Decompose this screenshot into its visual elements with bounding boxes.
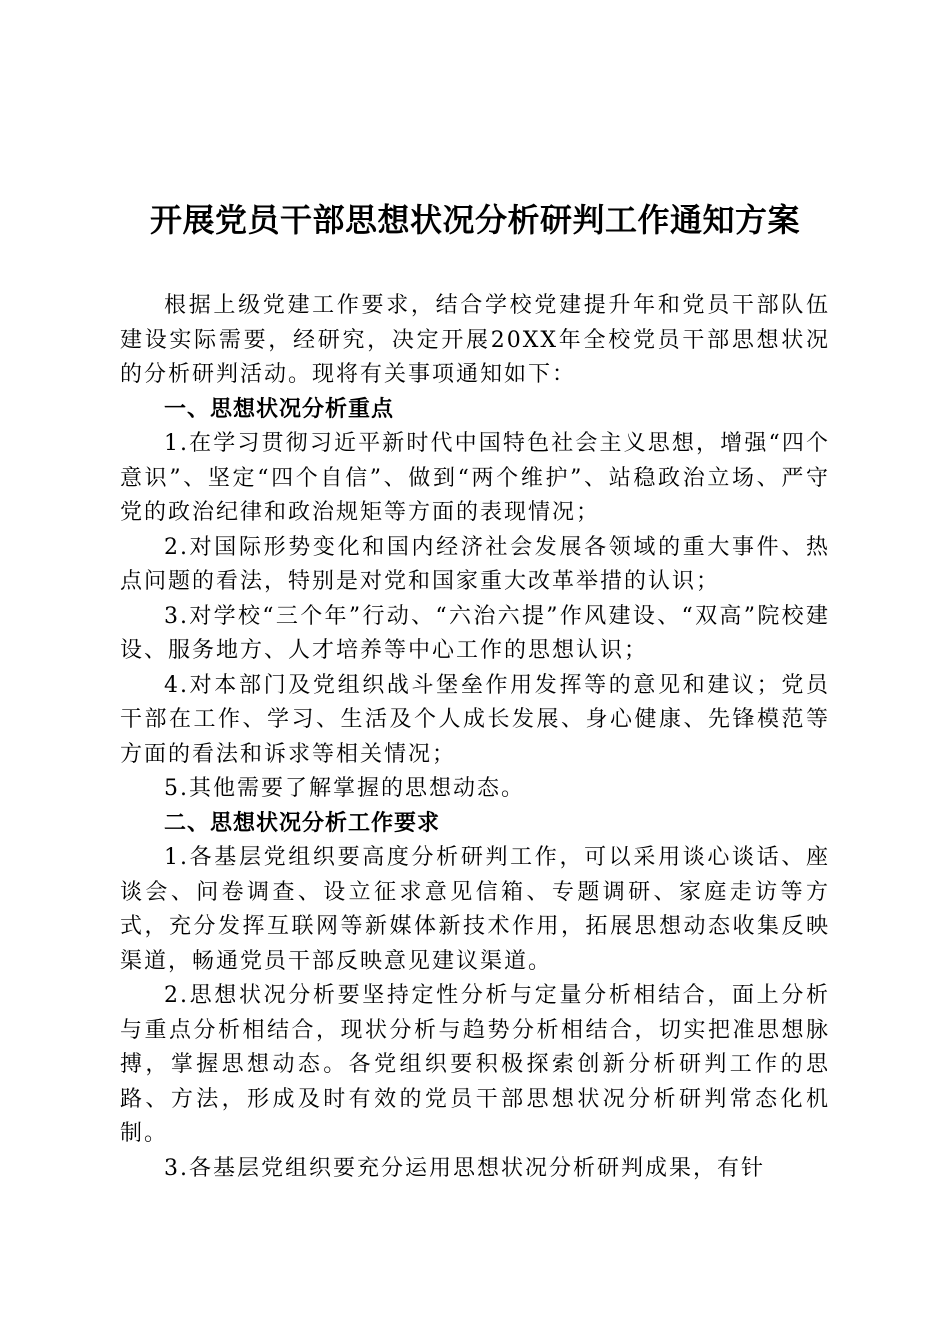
section-2-item-3: 3.各基层党组织要充分运用思想状况分析研判成果，有针 [164, 1155, 765, 1181]
section-1-item-5: 5.其他需要了解掌握的思想动态。 [164, 776, 525, 801]
section-1-item-3: 3.对学校“三个年”行动、“六治六提”作风建设、“双高”院校建设、服务地方、人才培养等中心工作的思想认识； [120, 603, 830, 663]
section-2-item-1: 1.各基层党组织要高度分析研判工作，可以采用谈心谈话、座谈会、问卷调查、设立征求意见信箱、专题调研、家庭走访等方式，充分发挥互联网等新媒体新技术作用，拓展思想动态收集反映渠道，畅通党员干部反映意见建议渠道。 [120, 845, 830, 974]
document-body [120, 289, 830, 1186]
document-title: 开展党员干部思想状况分析研判工作通知方案 [149, 201, 800, 239]
section-2-item-2: 2.思想状况分析要坚持定性分析与定量分析相结合，面上分析与重点分析相结合，现状分析与趋势分析相结合，切实把准思想脉搏，掌握思想动态。各党组织要积极探索创新分析研判工作的思路、方法，形成及时有效的党员干部思想状况分析研判常态化机制。 [120, 983, 830, 1146]
section-1-item-2: 2.对国际形势变化和国内经济社会发展各领域的重大事件、热点问题的看法，特别是对党和国家重大改革举措的认识； [120, 534, 830, 594]
section-1-heading: 一、思想状况分析重点 [164, 396, 395, 422]
section-1-item-4: 4.对本部门及党组织战斗堡垒作用发挥等的意见和建议；党员干部在工作、学习、生活及个人成长发展、身心健康、先锋模范等方面的看法和诉求等相关情况； [120, 672, 830, 767]
section-2-heading: 二、思想状况分析工作要求 [164, 810, 441, 836]
section-1-item-1: 1.在学习贯彻习近平新时代中国特色社会主义思想，增强“四个意识”、坚定“四个自信”、做到“两个维护”、站稳政治立场、严守党的政治纪律和政治规矩等方面的表现情况； [120, 431, 830, 525]
intro-paragraph: 根据上级党建工作要求，结合学校党建提升年和党员干部队伍建设实际需要，经研究，决定开展20XX年全校党员干部思想状况的分析研判活动。现将有关事项通知如下： [120, 293, 830, 387]
